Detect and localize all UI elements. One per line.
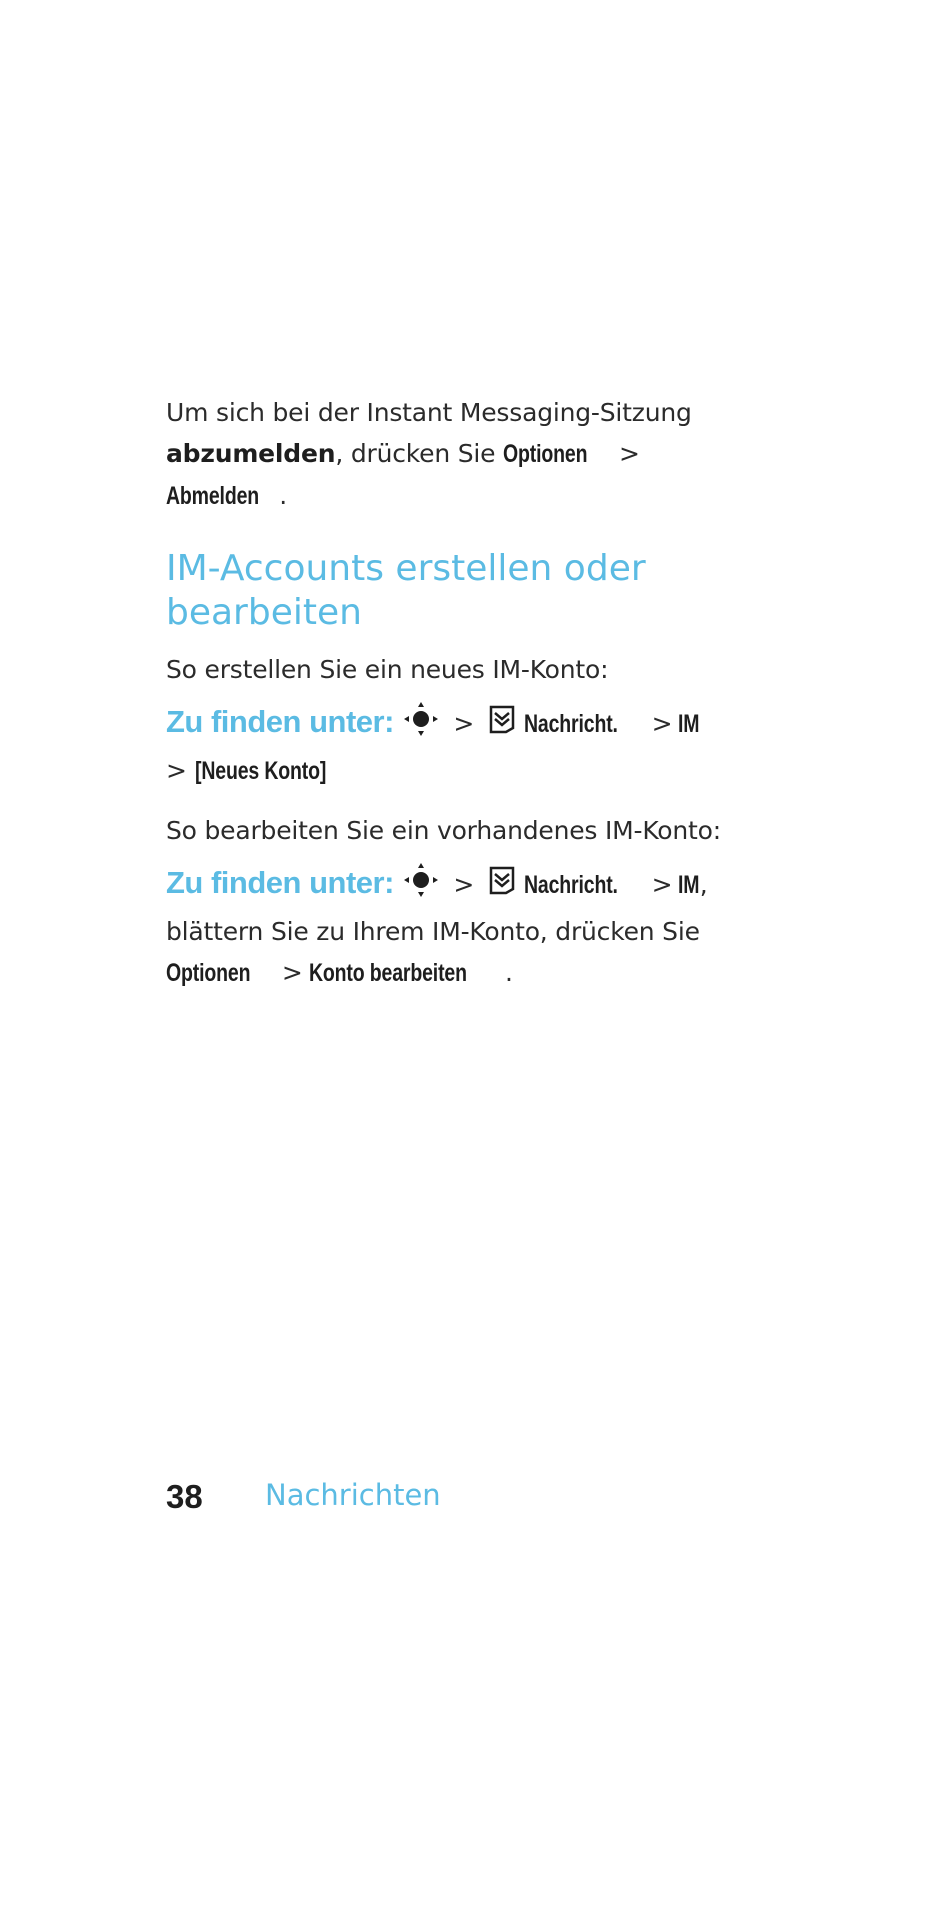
separator: > xyxy=(453,870,475,899)
key-neues-konto: [Neues Konto] xyxy=(194,757,326,785)
nav-key-icon xyxy=(402,700,440,750)
intro-bold-word: abzumelden xyxy=(166,439,336,468)
message-icon xyxy=(488,865,516,907)
heading-line1: IM-Accounts erstellen oder xyxy=(166,548,646,589)
key-im: IM xyxy=(678,710,700,738)
key-im: IM xyxy=(678,871,700,899)
nav-key-icon xyxy=(402,861,440,911)
key-konto-bearbeiten: Konto bearbeiten xyxy=(308,959,467,987)
message-icon xyxy=(488,704,516,746)
key-nachricht: Nachricht. xyxy=(523,710,618,738)
separator: > xyxy=(651,870,673,899)
separator: > xyxy=(166,756,187,785)
intro-paragraph xyxy=(166,392,726,517)
page-number: 38 xyxy=(166,1478,203,1515)
key-optionen: Optionen xyxy=(503,440,588,468)
key-abmelden: Abmelden xyxy=(166,482,260,510)
separator: > xyxy=(281,958,303,987)
intro-mid-text: , drücken Sie xyxy=(335,439,496,468)
section-heading xyxy=(166,547,726,635)
edit-end: . xyxy=(504,958,513,987)
find-label: Zu finden unter: xyxy=(166,865,394,900)
edit-intro: So bearbeiten Sie ein vorhandenes IM-Konto: xyxy=(166,816,721,845)
create-intro: So erstellen Sie ein neues IM-Konto: xyxy=(166,655,609,684)
chapter-title: Nachrichten xyxy=(265,1478,441,1512)
page-content xyxy=(166,392,726,994)
heading-line2: bearbeiten xyxy=(166,592,362,633)
find-path-create xyxy=(166,700,726,792)
find-label: Zu finden unter: xyxy=(166,704,394,739)
separator: > xyxy=(453,709,475,738)
separator: > xyxy=(618,439,640,468)
find-path-edit xyxy=(166,861,726,994)
scroll-text: blättern Sie zu Ihrem IM-Konto, drücken Sie xyxy=(166,917,700,946)
comma: , xyxy=(699,870,708,899)
intro-end: . xyxy=(279,481,287,510)
key-nachricht: Nachricht. xyxy=(523,871,618,899)
intro-line1: Um sich bei der Instant Messaging-Sitzung xyxy=(166,398,692,427)
separator: > xyxy=(651,709,673,738)
key-optionen: Optionen xyxy=(166,959,251,987)
